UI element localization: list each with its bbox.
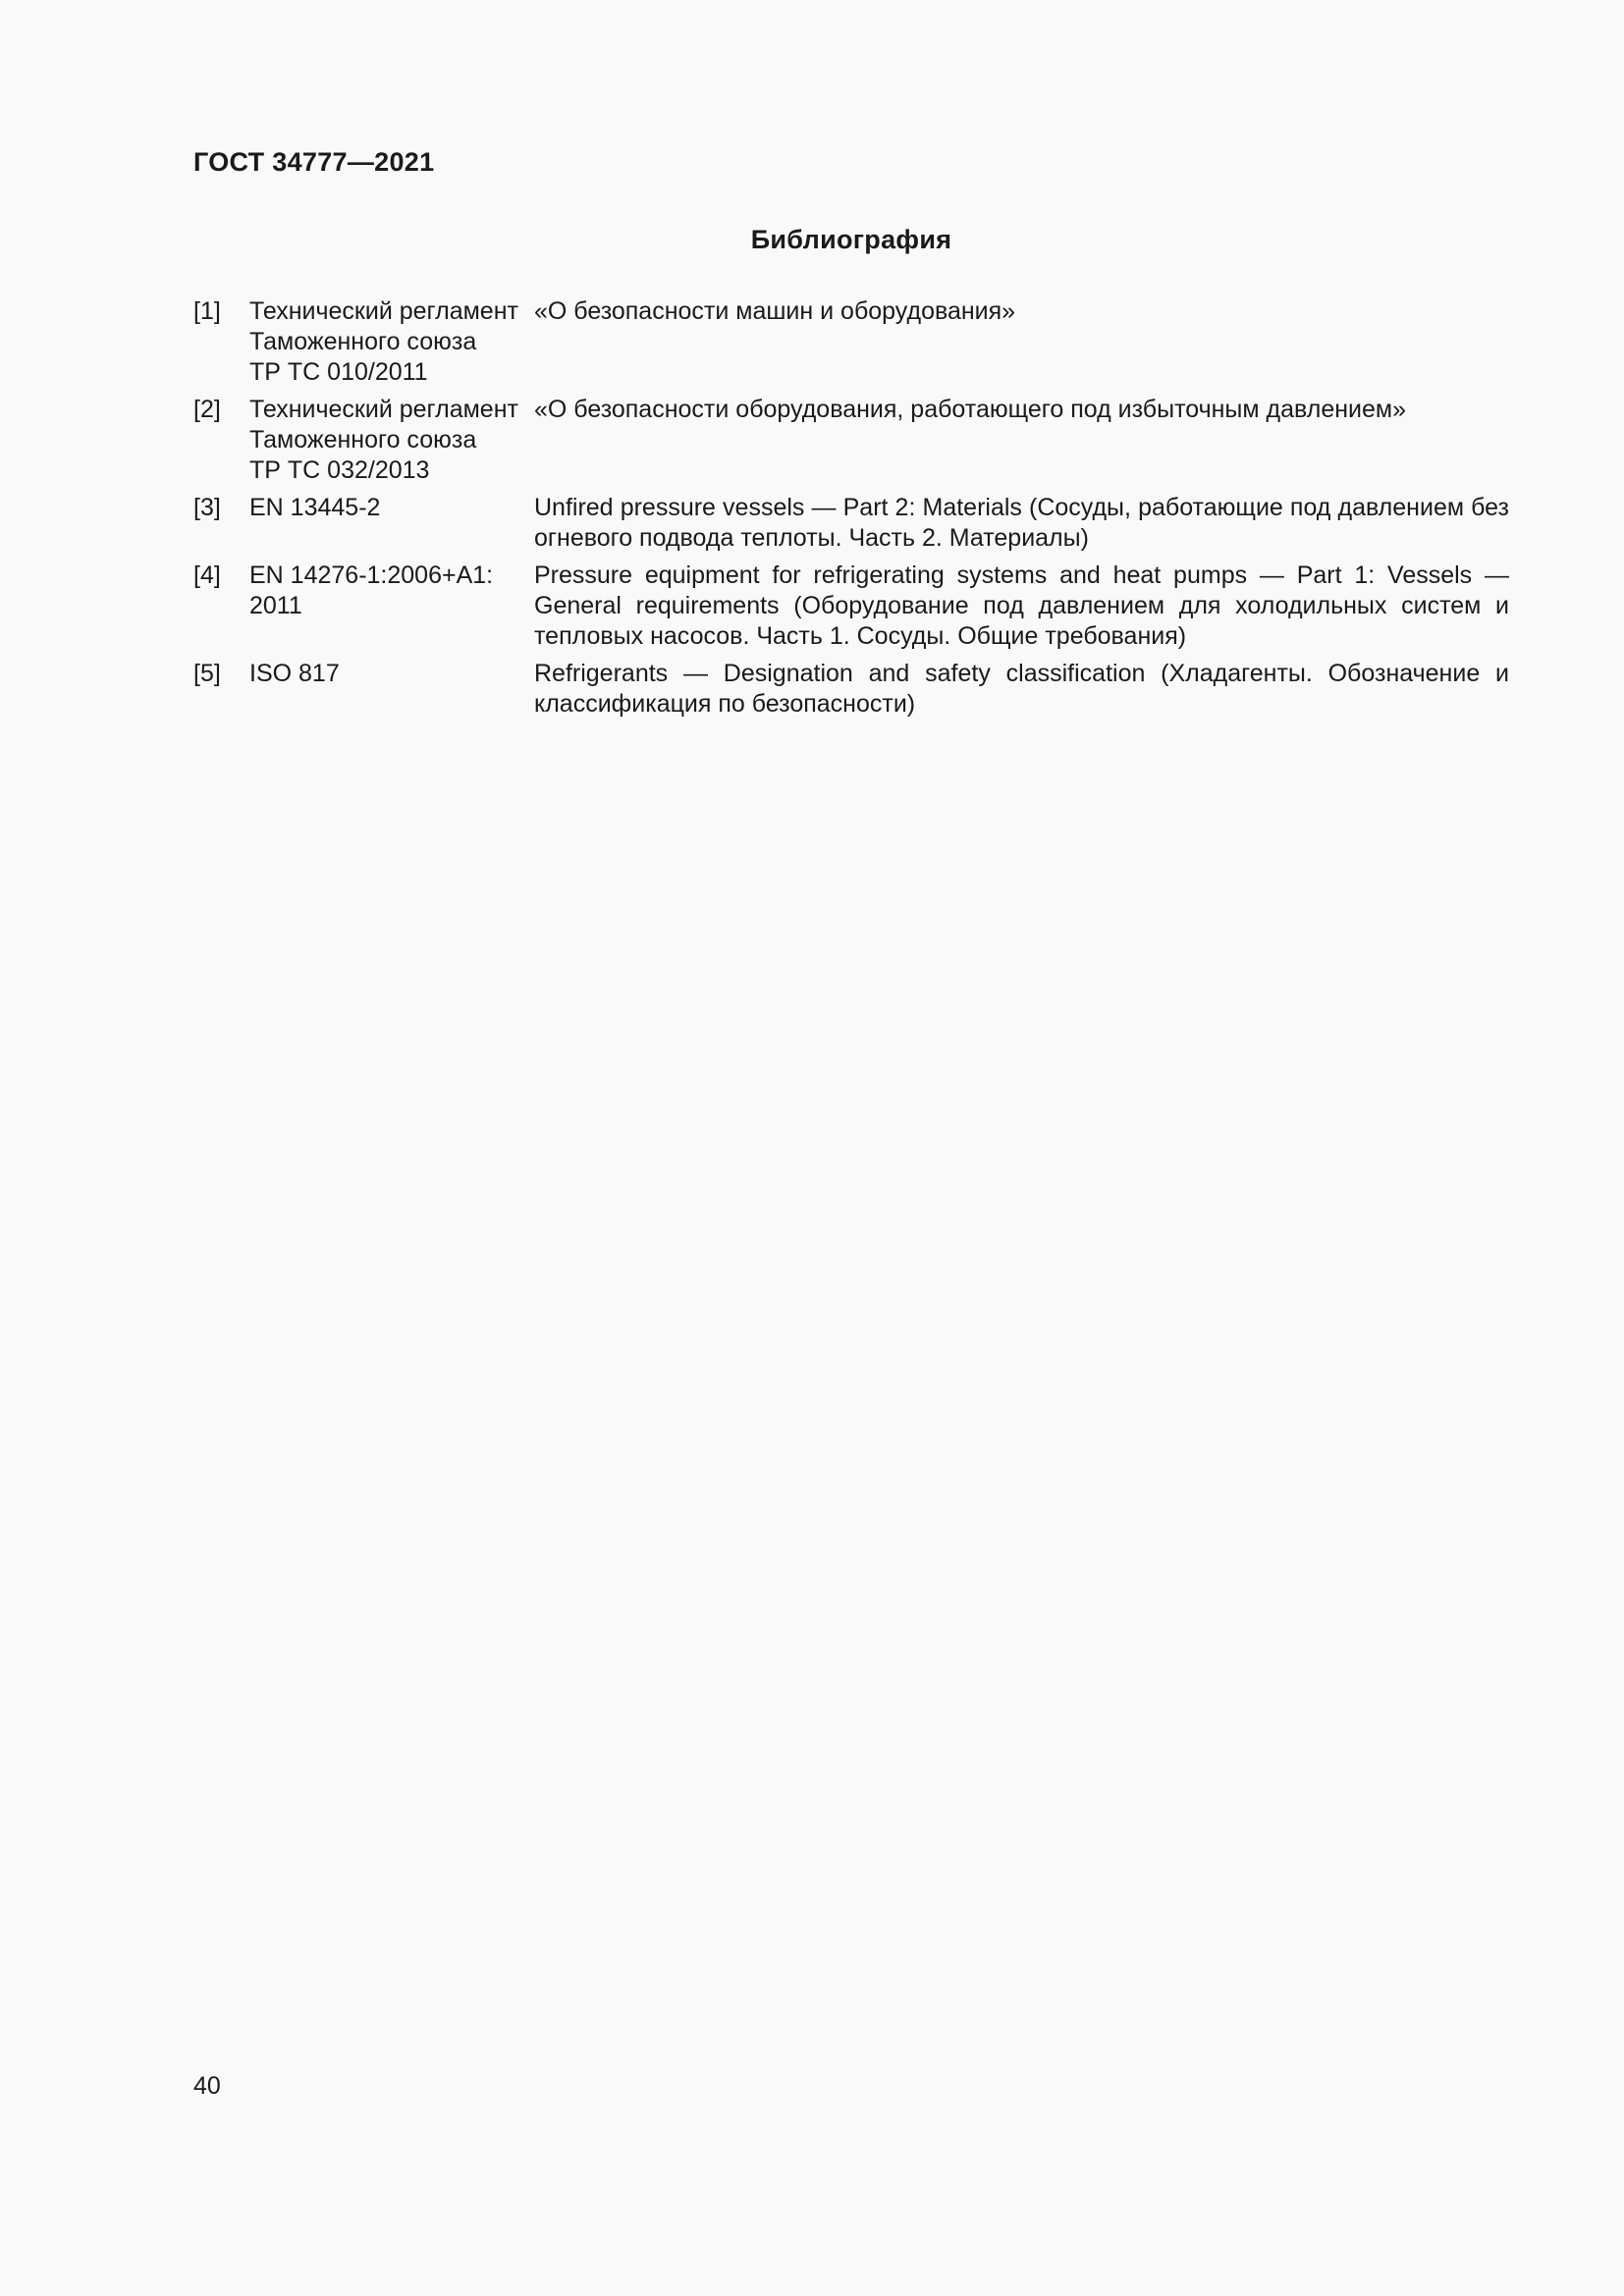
entry-reference: EN 13445-2 bbox=[249, 494, 381, 521]
entry-number: [2] bbox=[193, 396, 221, 423]
entry-reference: ISO 817 bbox=[249, 660, 340, 687]
entry-title: «О безопасности машин и оборудования» bbox=[534, 297, 1016, 325]
bibliography-entry bbox=[193, 561, 1509, 652]
bibliography-entry bbox=[193, 296, 1509, 388]
entry-title: Pressure equipment for refrigerating systems and heat pumps — Part 1: Vessels — General requirements (Оборудование под давлением для холодильных систем и тепловых насосов. Часть 1. Сосуды. Общие требования) bbox=[534, 561, 1509, 650]
document-code: ГОСТ 34777—2021 bbox=[193, 147, 435, 177]
entry-number: [3] bbox=[193, 494, 221, 521]
entry-title: Unfired pressure vessels — Part 2: Materials (Сосуды, работающие под давлением без огневого подвода теплоты. Часть 2. Материалы) bbox=[534, 494, 1509, 552]
page-number: 40 bbox=[193, 2072, 221, 2100]
bibliography-entry bbox=[193, 395, 1509, 486]
entry-reference: Технический регламент Таможенного союза ТР ТС 010/2011 bbox=[249, 297, 518, 386]
entry-reference: EN 14276-1:2006+A1: 2011 bbox=[249, 561, 494, 619]
entry-title: Refrigerants — Designation and safety classification (Хладагенты. Обозначение и классификация по безопасности) bbox=[534, 660, 1509, 718]
entry-number: [1] bbox=[193, 297, 221, 325]
entry-title: «О безопасности оборудования, работающего под избыточным давлением» bbox=[534, 396, 1406, 423]
bibliography-list bbox=[193, 296, 1509, 726]
section-title: Библиография bbox=[750, 225, 952, 254]
entry-number: [5] bbox=[193, 660, 221, 687]
bibliography-entry bbox=[193, 659, 1509, 720]
entry-reference: Технический регламент Таможенного союза ТР ТС 032/2013 bbox=[249, 396, 518, 484]
entry-number: [4] bbox=[193, 561, 221, 589]
bibliography-entry bbox=[193, 493, 1509, 554]
